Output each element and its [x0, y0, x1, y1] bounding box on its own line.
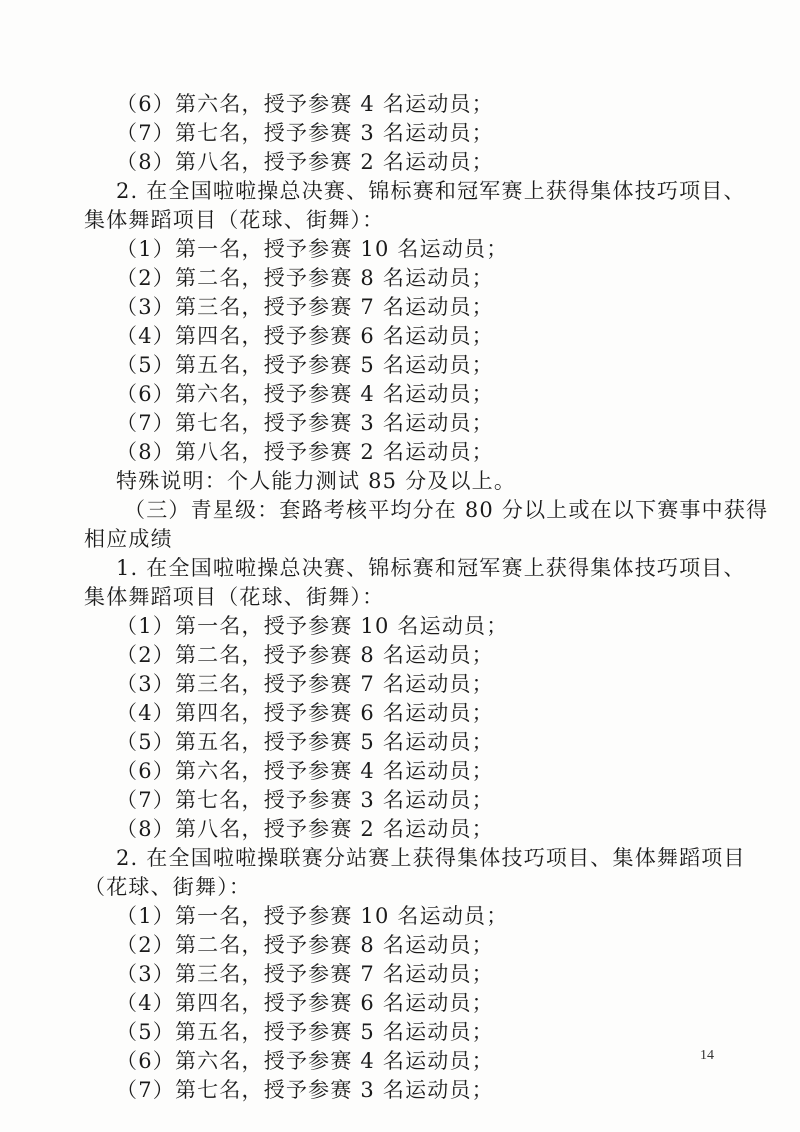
list-item: （3）第三名，授予参赛 7 名运动员；: [116, 672, 494, 696]
list-item: （7）第七名，授予参赛 3 名运动员；: [116, 121, 494, 145]
list-item: （8）第八名，授予参赛 2 名运动员；: [116, 440, 494, 464]
list-item: （4）第四名，授予参赛 6 名运动员；: [116, 991, 494, 1015]
list-item: （4）第四名，授予参赛 6 名运动员；: [116, 701, 494, 725]
list-item: （6）第六名，授予参赛 4 名运动员；: [116, 382, 494, 406]
special-note: 特殊说明：个人能力测试 85 分及以上。: [116, 469, 517, 493]
list-item: （7）第七名，授予参赛 3 名运动员；: [116, 411, 494, 435]
list-item: （1）第一名，授予参赛 10 名运动员；: [116, 904, 509, 928]
section-heading-continued: 相应成绩: [84, 527, 173, 551]
list-item: （7）第七名，授予参赛 3 名运动员；: [116, 1078, 494, 1102]
sub-heading: 2. 在全国啦啦操联赛分站赛上获得集体技巧项目、集体舞蹈项目: [116, 846, 746, 870]
page-number: 14: [700, 1048, 714, 1063]
list-item: （2）第二名，授予参赛 8 名运动员；: [116, 933, 494, 957]
sub-heading: 2. 在全国啦啦操总决赛、锦标赛和冠军赛上获得集体技巧项目、: [116, 179, 746, 203]
sub-heading-continued: 集体舞蹈项目（花球、街舞）：: [84, 585, 385, 609]
list-item: （2）第二名，授予参赛 8 名运动员；: [116, 643, 494, 667]
list-item: （8）第八名，授予参赛 2 名运动员；: [116, 817, 494, 841]
document-body: [84, 90, 769, 1105]
list-item: （3）第三名，授予参赛 7 名运动员；: [116, 295, 494, 319]
list-item: （6）第六名，授予参赛 4 名运动员；: [116, 92, 494, 116]
list-item: （7）第七名，授予参赛 3 名运动员；: [116, 788, 494, 812]
sub-heading-continued: 集体舞蹈项目（花球、街舞）：: [84, 208, 385, 232]
list-item: （5）第五名，授予参赛 5 名运动员；: [116, 353, 494, 377]
list-item: （1）第一名，授予参赛 10 名运动员；: [116, 614, 509, 638]
sub-heading-continued: （花球、街舞）：: [84, 875, 252, 899]
sub-heading: 1. 在全国啦啦操总决赛、锦标赛和冠军赛上获得集体技巧项目、: [116, 556, 746, 580]
section-heading: （三）青星级：套路考核平均分在 80 分以上或在以下赛事中获得: [124, 498, 769, 522]
list-item: （4）第四名，授予参赛 6 名运动员；: [116, 324, 494, 348]
list-item: （6）第六名，授予参赛 4 名运动员；: [116, 759, 494, 783]
list-item: （3）第三名，授予参赛 7 名运动员；: [116, 962, 494, 986]
list-item: （6）第六名，授予参赛 4 名运动员；: [116, 1049, 494, 1073]
list-item: （1）第一名，授予参赛 10 名运动员；: [116, 237, 509, 261]
list-item: （8）第八名，授予参赛 2 名运动员；: [116, 150, 494, 174]
list-item: （2）第二名，授予参赛 8 名运动员；: [116, 266, 494, 290]
list-item: （5）第五名，授予参赛 5 名运动员；: [116, 1020, 494, 1044]
list-item: （5）第五名，授予参赛 5 名运动员；: [116, 730, 494, 754]
